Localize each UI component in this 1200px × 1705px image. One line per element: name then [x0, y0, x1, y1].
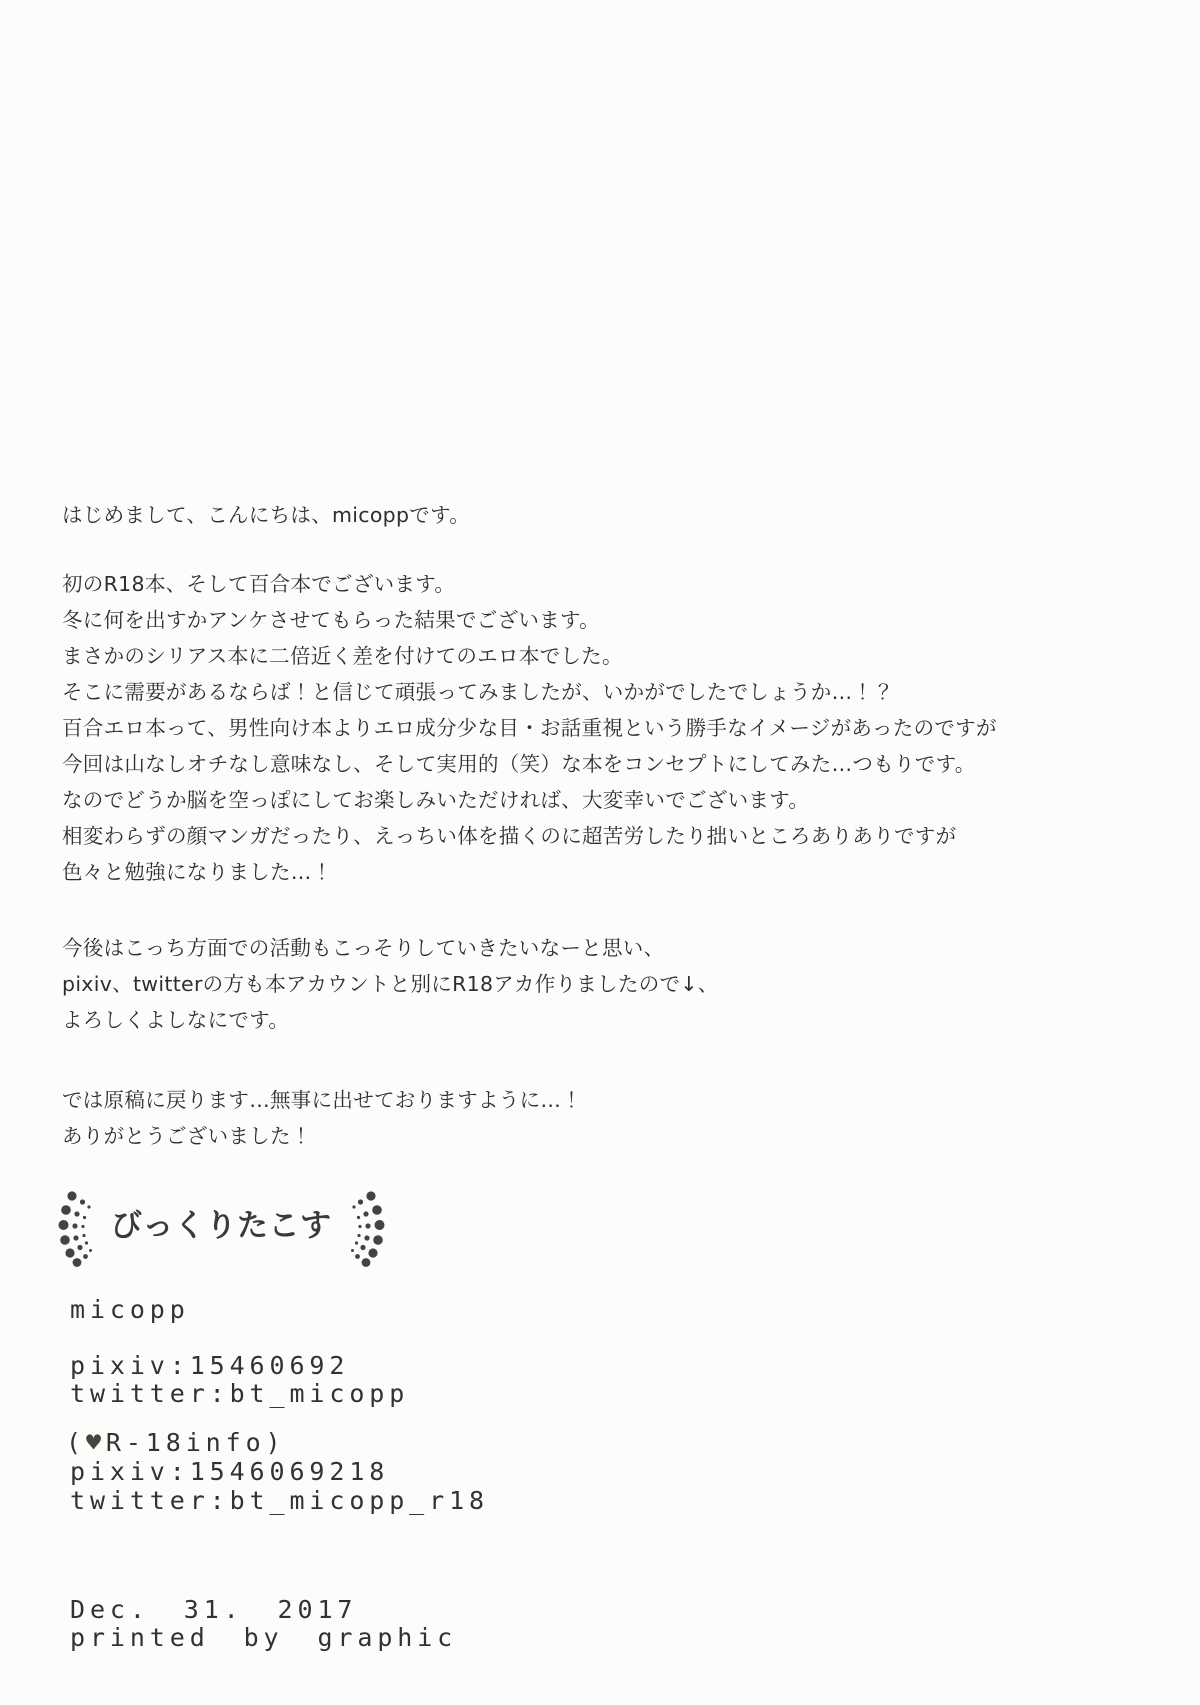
- r18-accounts: [70, 1457, 489, 1515]
- print-footer: [70, 1596, 457, 1652]
- text-line: 色々と勉強になりました…！: [62, 860, 333, 884]
- r18-twitter-account: twitter:bt_micopp_r18: [70, 1486, 489, 1515]
- text-line: 今回は山なしオチなし意味なし、そして実用的（笑）な本をコンセプトにしてみた…つもりです。: [62, 752, 976, 776]
- text-line: 今後はこっち方面での活動もこっそりしていきたいなーと思い、: [62, 936, 665, 960]
- text-line: 初のR18本、そして百合本でございます。: [62, 572, 456, 596]
- text-line: では原稿に戻ります…無事に出せておりますように…！: [62, 1088, 582, 1112]
- r18-info-heading: [66, 1429, 285, 1457]
- author-name: micopp: [70, 1295, 190, 1324]
- twitter-account: twitter:bt_micopp: [70, 1379, 410, 1408]
- text-line: よろしくよしなにです。: [62, 1008, 290, 1032]
- text-line: pixiv、twitterの方も本アカウントと別にR18アカ作りましたので↓、: [62, 972, 719, 996]
- circle-name: びっくりたこす: [111, 1207, 332, 1244]
- main-accounts: [70, 1352, 409, 1408]
- text-line: そこに需要があるならば！と信じて頑張ってみましたが、いかがでしたでしょうか…！？: [62, 680, 894, 704]
- paren-open: (: [66, 1428, 86, 1457]
- text-line: まさかのシリアス本に二倍近く差を付けてのエロ本でした。: [62, 644, 623, 668]
- text-line: ありがとうございました！: [62, 1124, 312, 1148]
- r18-pixiv-account: pixiv:1546069218: [70, 1457, 390, 1486]
- text-line: 相変わらずの顔マンガだったり、えっちい体を描くのに超苦労したり拙いところありありですが: [62, 824, 957, 848]
- text-line: なのでどうか脳を空っぽにしてお楽しみいただければ、大変幸いでございます。: [62, 788, 810, 812]
- print-date: Dec. 31. 2017: [70, 1595, 358, 1624]
- heart-icon: ♥: [85, 1428, 106, 1457]
- text-line: 冬に何を出すかアンケさせてもらった結果でございます。: [62, 608, 600, 632]
- printed-by: printed by graphic: [70, 1623, 458, 1652]
- text-line: 百合エロ本って、男性向け本よりエロ成分少な目・お話重視という勝手なイメージがあったのですが: [62, 716, 997, 740]
- r18-info-label: R-18info: [105, 1428, 266, 1457]
- paren-close: ): [265, 1428, 286, 1457]
- pixiv-account: pixiv:15460692: [70, 1351, 350, 1380]
- text-line: はじめまして、こんにちは、micoppです。: [62, 503, 471, 527]
